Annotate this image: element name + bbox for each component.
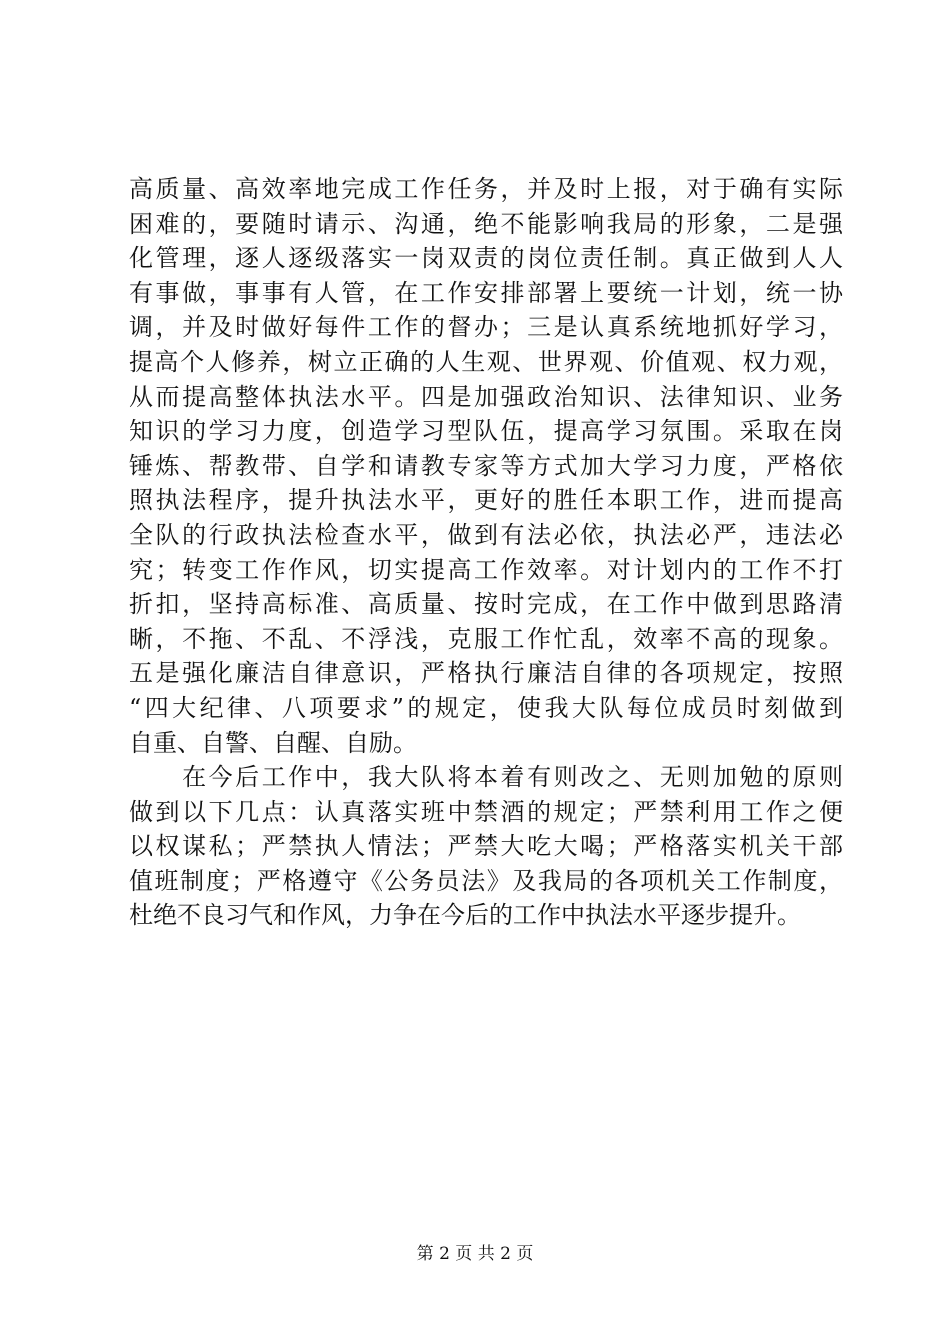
text-line: 究；转变工作作风，切实提高工作效率。对计划内的工作不打 — [129, 555, 843, 584]
text-line: 晰，不拖、不乱、不浮浅，克服工作忙乱，效率不高的现象。 — [129, 624, 843, 653]
text-line: 照执法程序，提升执法水平，更好的胜任本职工作，进而提高 — [129, 486, 843, 515]
text-line: 值班制度；严格遵守《公务员法》及我局的各项机关工作制度， — [129, 866, 843, 895]
text-line: 以权谋私；严禁执人情法；严禁大吃大喝；严格落实机关干部 — [129, 832, 843, 861]
text-line: 调，并及时做好每件工作的督办；三是认真系统地抓好学习， — [129, 313, 843, 342]
body-text — [129, 172, 843, 933]
text-line: 做到以下几点：认真落实班中禁酒的规定；严禁利用工作之便 — [129, 797, 843, 826]
text-line: 化管理，逐人逐级落实一岗双责的岗位责任制。真正做到人人 — [129, 244, 843, 273]
text-line: 全队的行政执法检查水平，做到有法必依，执法必严，违法必 — [129, 520, 843, 549]
text-line: 从而提高整体执法水平。四是加强政治知识、法律知识、业务 — [129, 382, 843, 411]
text-line: 在今后工作中，我大队将本着有则改之、无则加勉的原则 — [129, 763, 843, 792]
text-line: 五是强化廉洁自律意识，严格执行廉洁自律的各项规定，按照 — [129, 659, 843, 688]
text-line: 提高个人修养，树立正确的人生观、世界观、价值观、权力观， — [129, 347, 843, 376]
page-footer: 第 2 页 共 2 页 — [416, 1244, 534, 1264]
text-line: “四大纪律、八项要求”的规定，使我大队每位成员时刻做到 — [129, 693, 843, 722]
text-line: 锤炼、帮教带、自学和请教专家等方式加大学习力度，严格依 — [129, 451, 843, 480]
text-line: 知识的学习力度，创造学习型队伍，提高学习氛围。采取在岗 — [129, 417, 843, 446]
text-line: 有事做，事事有人管，在工作安排部署上要统一计划，统一协 — [129, 278, 843, 307]
text-line: 折扣，坚持高标准、高质量、按时完成，在工作中做到思路清 — [129, 590, 843, 619]
text-line: 高质量、高效率地完成工作任务，并及时上报，对于确有实际 — [129, 175, 843, 203]
text-line: 困难的，要随时请示、沟通，绝不能影响我局的形象，二是强 — [129, 209, 843, 238]
paragraph-end-line: 自重、自警、自醒、自励。 — [129, 728, 417, 757]
paragraph-end-line: 杜绝不良习气和作风，力争在今后的工作中执法水平逐步提升。 — [129, 901, 801, 930]
